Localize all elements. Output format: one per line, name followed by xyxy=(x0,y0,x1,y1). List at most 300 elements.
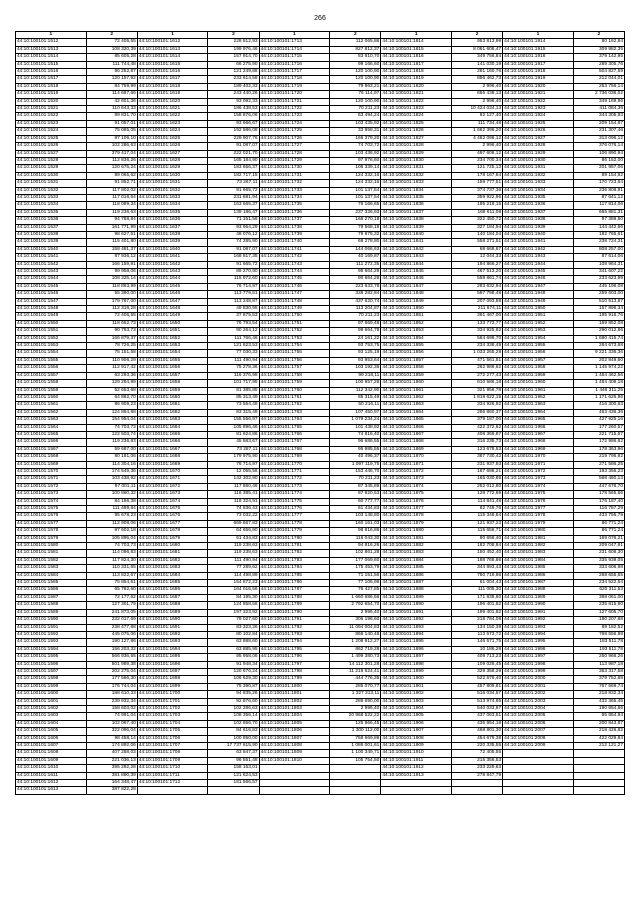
cadastral-number-cell: 44:10:100101:1759 xyxy=(259,380,330,387)
value-cell: 74 991,04 xyxy=(86,713,137,720)
value-cell: 78 726,25 xyxy=(86,343,137,350)
value-cell: 64 656,90 xyxy=(208,528,259,535)
cadastral-number-cell: 44:10:100101:1823 xyxy=(381,106,452,113)
value-cell: 376 076,14 xyxy=(573,143,624,150)
cadastral-number-cell: 44:10:100101:1550 xyxy=(16,320,87,327)
table-row xyxy=(16,683,625,690)
cadastral-number-cell: 44:10:100101:1834 xyxy=(381,187,452,194)
cadastral-number-cell: 44:10:100101:1593 xyxy=(16,639,87,646)
cadastral-number-cell: 44:10:100101:1590 xyxy=(16,617,87,624)
value-cell: 2 996,40 xyxy=(330,705,381,712)
cadastral-number-cell: 44:10:100101:1724 xyxy=(259,120,330,127)
cadastral-number-cell: 44:10:100101:1517 xyxy=(16,76,87,83)
value-cell: 115 972,60 xyxy=(208,276,259,283)
cadastral-number-cell: 44:10:100101:1831 xyxy=(381,165,452,172)
table-row xyxy=(16,387,625,394)
table-header-row xyxy=(16,32,625,39)
cadastral-number-cell: 44:10:100101:1954 xyxy=(503,335,574,342)
cadastral-number-cell: 44:10:100101:1957 xyxy=(503,357,574,364)
value-cell: 103 435,92 xyxy=(330,120,381,127)
cadastral-number-cell: 44:10:100101:1681 xyxy=(137,550,208,557)
cadastral-number-cell: 44:10:100101:1753 xyxy=(259,335,330,342)
cadastral-number-cell: 44:10:100101:1885 xyxy=(381,565,452,572)
cadastral-number-cell: 44:10:100101:1950 xyxy=(503,306,574,313)
value-cell: 114 687,66 xyxy=(86,91,137,98)
cadastral-number-cell: 44:10:100101:1735 xyxy=(259,202,330,209)
cadastral-number-cell: 44:10:100101:1916 xyxy=(503,54,574,61)
value-cell: 157 896,34 xyxy=(573,306,624,313)
cadastral-number-cell: 44:10:100101:1707 xyxy=(137,743,208,750)
cadastral-number-cell: 44:10:100101:1867 xyxy=(381,431,452,438)
value-cell: 91 087,07 xyxy=(208,246,259,253)
cadastral-number-cell: 44:10:100101:1875 xyxy=(381,491,452,498)
cadastral-number-cell: 44:10:100101:1824 xyxy=(381,113,452,120)
value-cell: 215 356,53 xyxy=(451,757,502,764)
cadastral-number-cell: 44:10:100101:1969 xyxy=(503,446,574,453)
cadastral-number-cell: 44:10:100101:1554 xyxy=(16,350,87,357)
value-cell: 322 096,04 xyxy=(86,728,137,735)
value-cell: 158 481,37 xyxy=(86,246,137,253)
table-row xyxy=(16,61,625,68)
value-cell: 338 282,84 xyxy=(330,291,381,298)
table-row xyxy=(16,454,625,461)
cadastral-number-cell: 44:10:100101:1978 xyxy=(503,513,574,520)
value-cell: 156 203,32 xyxy=(86,646,137,653)
value-cell: 408 366,87 xyxy=(451,431,502,438)
cadastral-number-cell: 44:10:100101:1992 xyxy=(503,617,574,624)
value-cell: 99 664,79 xyxy=(330,328,381,335)
value-cell: 74 703,73 xyxy=(86,543,137,550)
value-cell: 108 964,31 xyxy=(573,261,624,268)
value-cell: 112 908,06 xyxy=(86,520,137,527)
value-cell: 669 667,83 xyxy=(208,520,259,527)
value-cell: 81 385,85 xyxy=(208,387,259,394)
cadastral-number-cell xyxy=(503,750,574,757)
cadastral-number-cell: 44:10:100101:1549 xyxy=(16,313,87,320)
value-cell: 211 674,11 xyxy=(451,306,502,313)
value-cell: 158 603,02 xyxy=(86,705,137,712)
column-header: 2 xyxy=(451,32,502,39)
value-cell: 93 753,75 xyxy=(330,343,381,350)
cadastral-number-cell: 44:10:100101:1880 xyxy=(381,528,452,535)
value-cell: 74 703,72 xyxy=(330,143,381,150)
value-cell: 117 016,54 xyxy=(86,194,137,201)
cadastral-number-cell: 44:10:100101:1930 xyxy=(503,157,574,164)
value-cell: 121 623,53 xyxy=(208,343,259,350)
cadastral-number-cell: 44:10:100101:1837 xyxy=(381,209,452,216)
value-cell: 118 089,34 xyxy=(86,202,137,209)
cadastral-number-cell: 44:10:100101:1610 xyxy=(16,765,87,772)
value-cell: 10 424 034,13 xyxy=(451,106,502,113)
cadastral-number-cell: 44:10:100101:1745 xyxy=(259,276,330,283)
value-cell: 212 121,27 xyxy=(573,743,624,750)
cadastral-number-cell: 44:10:100101:1990 xyxy=(503,602,574,609)
value-cell: 141 030,19 xyxy=(451,61,502,68)
table-row xyxy=(16,246,625,253)
cadastral-number-cell: 44:10:100101:1762 xyxy=(259,402,330,409)
cadastral-number-cell: 44:10:100101:1773 xyxy=(259,483,330,490)
value-cell xyxy=(573,765,624,772)
value-cell: 97 976,60 xyxy=(330,157,381,164)
cadastral-number-cell: 44:10:100101:1546 xyxy=(16,291,87,298)
value-cell: 55 390,00 xyxy=(86,291,137,298)
value-cell: 102 861,28 xyxy=(330,550,381,557)
value-cell: 117 860,46 xyxy=(208,483,259,490)
value-cell: 101 717,95 xyxy=(208,380,259,387)
value-cell: 117 824,30 xyxy=(86,557,137,564)
value-cell: 264 673,68 xyxy=(573,343,624,350)
value-cell: 68 278,80 xyxy=(330,239,381,246)
cadastral-number-cell: 44:10:100101:1667 xyxy=(137,446,208,453)
column-header: 1 xyxy=(16,32,87,39)
cadastral-number-cell: 44:10:100101:1966 xyxy=(503,424,574,431)
value-cell: 80 181,06 xyxy=(86,454,137,461)
cadastral-number-cell: 44:10:100101:1900 xyxy=(381,676,452,683)
value-cell: 233 229,63 xyxy=(451,765,502,772)
cadastral-number-cell: 44:10:100101:1719 xyxy=(259,83,330,90)
value-cell: 468 801,30 xyxy=(451,728,502,735)
cadastral-number-cell: 44:10:100101:1568 xyxy=(16,454,87,461)
cadastral-number-cell: 44:10:100101:1817 xyxy=(381,61,452,68)
value-cell: 1 097 119,75 xyxy=(330,461,381,468)
cadastral-number-cell: 44:10:100101:1597 xyxy=(16,668,87,675)
value-cell: 105 896,46 xyxy=(208,424,259,431)
cadastral-number-cell: 44:10:100101:1932 xyxy=(503,172,574,179)
value-cell: 194 866,27 xyxy=(451,261,502,268)
cadastral-number-cell: 44:10:100101:1893 xyxy=(381,624,452,631)
value-cell: 79 863,21 xyxy=(330,83,381,90)
value-cell: 103 148,80 xyxy=(330,513,381,520)
value-cell: 168 611,08 xyxy=(451,209,502,216)
cadastral-number-cell: 44:10:100101:1721 xyxy=(259,98,330,105)
value-cell: 432 365,45 xyxy=(573,698,624,705)
cadastral-number-cell: 44:10:100101:1964 xyxy=(503,409,574,416)
value-cell: 99 166,60 xyxy=(330,61,381,68)
cadastral-number-cell: 44:10:100101:1989 xyxy=(503,594,574,601)
cadastral-number-cell: 44:10:100101:1934 xyxy=(503,187,574,194)
table-row xyxy=(16,276,625,283)
value-cell: 76 427,85 xyxy=(330,587,381,594)
cadastral-number-cell: 44:10:100101:1655 xyxy=(137,357,208,364)
value-cell: 91 087,07 xyxy=(208,143,259,150)
cadastral-number-cell: 44:10:100101:1906 xyxy=(381,720,452,727)
table-row xyxy=(16,520,625,527)
value-cell: 116 376,98 xyxy=(208,372,259,379)
cadastral-number-cell: 44:10:100101:1676 xyxy=(137,513,208,520)
cadastral-number-cell: 44:10:100101:1854 xyxy=(381,335,452,342)
value-cell: 83 315,49 xyxy=(208,409,259,416)
cadastral-number-cell: 44:10:100101:1734 xyxy=(259,194,330,201)
table-row xyxy=(16,668,625,675)
value-cell: 110 643,33 xyxy=(86,106,137,113)
cadastral-number-cell: 44:10:100101:1717 xyxy=(259,69,330,76)
value-cell: 11 094 004,83 xyxy=(330,624,381,631)
value-cell: 97 389,50 xyxy=(573,217,624,224)
cadastral-number-cell: 44:10:100101:1733 xyxy=(259,187,330,194)
cadastral-number-cell: 44:10:100101:1592 xyxy=(16,631,87,638)
column-header: 2 xyxy=(330,32,381,39)
cadastral-number-cell: 44:10:100101:1664 xyxy=(137,424,208,431)
cadastral-number-cell: 44:10:100101:1543 xyxy=(16,269,87,276)
value-cell: 111 766,46 xyxy=(208,335,259,342)
cadastral-number-cell: 44:10:100101:1940 xyxy=(503,231,574,238)
cadastral-number-cell: 44:10:100101:1993 xyxy=(503,624,574,631)
value-cell: 76 714,97 xyxy=(208,461,259,468)
cadastral-number-cell: 44:10:100101:1920 xyxy=(503,83,574,90)
value-cell: 433 755,79 xyxy=(573,513,624,520)
value-cell: 103 192,36 xyxy=(330,365,381,372)
cadastral-number-cell: 44:10:100101:1646 xyxy=(137,291,208,298)
cadastral-number-cell: 44:10:100101:1919 xyxy=(503,76,574,83)
value-cell: 349 756,84 xyxy=(451,54,502,61)
cadastral-number-cell: 44:10:100101:1995 xyxy=(503,639,574,646)
table-row xyxy=(16,261,625,268)
table-row xyxy=(16,498,625,505)
cadastral-number-cell: 44:10:100101:1881 xyxy=(381,535,452,542)
cadastral-number-cell: 44:10:100101:1887 xyxy=(381,580,452,587)
cadastral-number-cell: 44:10:100101:1702 xyxy=(137,705,208,712)
cadastral-number-cell: 44:10:100101:1996 xyxy=(503,646,574,653)
cadastral-number-cell: 44:10:100101:1577 xyxy=(16,520,87,527)
value-cell: 467 513,20 xyxy=(451,269,502,276)
value-cell xyxy=(330,780,381,787)
cadastral-number-cell: 44:10:100101:1936 xyxy=(503,202,574,209)
value-cell: 188 768,86 xyxy=(451,557,502,564)
value-cell: 79 875,32 xyxy=(330,231,381,238)
value-cell: 234 522,54 xyxy=(573,580,624,587)
cadastral-number-cell: 44:10:100101:1600 xyxy=(16,691,87,698)
value-cell: 862 719,28 xyxy=(330,646,381,653)
cadastral-number-cell: 44:10:100101:1636 xyxy=(137,217,208,224)
cadastral-number-cell: 44:10:100101:1722 xyxy=(259,106,330,113)
cadastral-number-cell: 44:10:100101:1991 xyxy=(503,609,574,616)
cadastral-number-cell: 44:10:100101:1828 xyxy=(381,143,452,150)
value-cell: 501 989,38 xyxy=(86,661,137,668)
cadastral-number-cell: 44:10:100101:1766 xyxy=(259,431,330,438)
table-row xyxy=(16,254,625,261)
cadastral-number-cell: 44:10:100101:1675 xyxy=(137,506,208,513)
value-cell: 361 467,00 xyxy=(451,313,502,320)
value-cell: 1 100 349,71 xyxy=(330,750,381,757)
value-cell: 112 342,90 xyxy=(330,387,381,394)
value-cell: 4 462 096,12 xyxy=(451,135,502,142)
value-cell: 2 736 036,02 xyxy=(573,91,624,98)
cadastral-number-cell: 44:10:100101:1871 xyxy=(381,461,452,468)
value-cell: 113 248,87 xyxy=(208,298,259,305)
value-cell: 124 332,16 xyxy=(330,180,381,187)
value-cell: 471 561,51 xyxy=(451,357,502,364)
value-cell: 178 167,84 xyxy=(451,172,502,179)
cadastral-number-cell: 44:10:100101:1748 xyxy=(259,298,330,305)
value-cell: 111 499,84 xyxy=(86,506,137,513)
value-cell: 568 460,13 xyxy=(573,476,624,483)
value-cell: 90 664,29 xyxy=(330,276,381,283)
cadastral-number-cell: 44:10:100101:1842 xyxy=(381,246,452,253)
table-row xyxy=(16,39,625,46)
value-cell: 120 675,24 xyxy=(86,165,137,172)
value-cell: 86 909,23 xyxy=(86,402,137,409)
value-cell: 42 601,36 xyxy=(86,98,137,105)
value-cell: 124 864,88 xyxy=(86,409,137,416)
cadastral-number-cell: 44:10:100101:1708 xyxy=(137,750,208,757)
cadastral-number-cell: 44:10:100101:1788 xyxy=(259,594,330,601)
cadastral-number-cell: 44:10:100101:1561 xyxy=(16,402,87,409)
value-cell: 108 356,14 xyxy=(208,713,259,720)
table-row xyxy=(16,654,625,661)
value-cell: 40 169,87 xyxy=(330,254,381,261)
cadastral-number-cell: 44:10:100101:1684 xyxy=(137,572,208,579)
value-cell: 105 895,04 xyxy=(86,535,137,542)
value-cell: 1 464 462,56 xyxy=(573,372,624,379)
value-cell: 175 453,79 xyxy=(330,565,381,572)
value-cell: 112 836,26 xyxy=(86,157,137,164)
cadastral-number-cell: 44:10:100101:1908 xyxy=(381,735,452,742)
cadastral-number-cell: 44:10:100101:1902 xyxy=(381,691,452,698)
value-cell: 235 815,90 xyxy=(573,602,624,609)
cadastral-number-cell: 44:10:100101:1967 xyxy=(503,431,574,438)
value-cell: 238 477,88 xyxy=(86,624,137,631)
value-cell: 190 207,88 xyxy=(573,617,624,624)
cadastral-number-cell: 44:10:100101:1861 xyxy=(381,387,452,394)
value-cell: 106 339,14 xyxy=(330,165,381,172)
value-cell: 411 084,36 xyxy=(573,106,624,113)
value-cell: 97 669,48 xyxy=(330,320,381,327)
value-cell: 190 654,66 xyxy=(573,705,624,712)
cadastral-number-cell: 44:10:100101:1657 xyxy=(137,372,208,379)
value-cell: 159 777,51 xyxy=(451,180,502,187)
value-cell: 113 204,87 xyxy=(330,306,381,313)
cadastral-number-cell: 44:10:100101:1524 xyxy=(16,128,87,135)
value-cell xyxy=(451,780,502,787)
cadastral-number-cell: 44:10:100101:1783 xyxy=(259,557,330,564)
cadastral-number-cell: 44:10:100101:1917 xyxy=(503,61,574,68)
cadastral-number-cell: 44:10:100101:1840 xyxy=(381,231,452,238)
value-cell: 306 196,60 xyxy=(330,617,381,624)
value-cell: 290 012,86 xyxy=(573,328,624,335)
value-cell: 2 996,40 xyxy=(451,98,502,105)
value-cell: 221 715,57 xyxy=(573,431,624,438)
value-cell: 196 401,82 xyxy=(451,602,502,609)
cadastral-number-cell: 44:10:100101:1987 xyxy=(503,580,574,587)
cadastral-number-cell: 44:10:100101:1844 xyxy=(381,261,452,268)
value-cell: 94 816,26 xyxy=(330,543,381,550)
cadastral-number-cell: 44:10:100101:1633 xyxy=(137,194,208,201)
value-cell: 17 737 615,90 xyxy=(208,743,259,750)
value-cell: 87 345,89 xyxy=(330,483,381,490)
cadastral-number-cell: 44:10:100101:1677 xyxy=(137,520,208,527)
value-cell: 97 001,11 xyxy=(86,483,137,490)
cadastral-number-cell: 44:10:100101:1694 xyxy=(137,646,208,653)
table-row xyxy=(16,624,625,631)
value-cell: 50 216,11 xyxy=(330,402,381,409)
value-cell: 457 809,81 xyxy=(451,683,502,690)
cadastral-number-cell: 44:10:100101:1846 xyxy=(381,276,452,283)
value-cell: 91 948,34 xyxy=(208,661,259,668)
cadastral-number-cell: 44:10:100101:1605 xyxy=(16,728,87,735)
cadastral-number-cell: 44:10:100101:1741 xyxy=(259,246,330,253)
value-cell: 387 730,42 xyxy=(451,454,502,461)
cadastral-number-cell: 44:10:100101:1628 xyxy=(137,157,208,164)
cadastral-number-cell: 44:10:100101:1662 xyxy=(137,409,208,416)
table-row xyxy=(16,157,625,164)
table-row xyxy=(16,513,625,520)
value-cell: 121 725,13 xyxy=(451,165,502,172)
value-cell: 237 336,93 xyxy=(330,209,381,216)
cadastral-number-cell: 44:10:100101:1822 xyxy=(381,98,452,105)
value-cell: 65 782,60 xyxy=(86,587,137,594)
value-cell: 110 906,29 xyxy=(86,357,137,364)
cadastral-number-cell: 44:10:100101:1553 xyxy=(16,343,87,350)
cadastral-number-cell: 44:10:100101:1955 xyxy=(503,343,574,350)
cadastral-number-cell: 44:10:100101:1703 xyxy=(137,713,208,720)
cadastral-number-cell: 44:10:100101:1744 xyxy=(259,269,330,276)
value-cell: 344 305,93 xyxy=(573,113,624,120)
value-cell: 61 004,43 xyxy=(451,580,502,587)
cadastral-number-cell: 44:10:100101:1714 xyxy=(259,46,330,53)
value-cell: 1 145 974,22 xyxy=(573,365,624,372)
table-row xyxy=(16,676,625,683)
cadastral-number-cell: 44:10:100101:1613 xyxy=(16,787,87,794)
cadastral-number-cell xyxy=(259,787,330,794)
value-cell: 166 379,20 xyxy=(330,135,381,142)
value-cell: 72 405,55 xyxy=(86,39,137,46)
cadastral-number-cell: 44:10:100101:1686 xyxy=(137,587,208,594)
table-row xyxy=(16,468,625,475)
cadastral-number-cell: 44:10:100101:2008 xyxy=(503,735,574,742)
cadastral-number-cell: 44:10:100101:1757 xyxy=(259,365,330,372)
cadastral-number-cell: 44:10:100101:1833 xyxy=(381,180,452,187)
value-cell: 115 656,71 xyxy=(451,528,502,535)
cadastral-number-cell: 44:10:100101:1606 xyxy=(16,735,87,742)
value-cell: 114 498,89 xyxy=(208,572,259,579)
value-cell: 103 438,92 xyxy=(86,476,137,483)
cadastral-number-cell: 44:10:100101:1988 xyxy=(503,587,574,594)
value-cell: 9 221 336,36 xyxy=(573,350,624,357)
table-row xyxy=(16,757,625,764)
cadastral-number-cell: 44:10:100101:1779 xyxy=(259,528,330,535)
table-row xyxy=(16,439,625,446)
value-cell: 335 939,05 xyxy=(573,557,624,564)
value-cell: 70 211,23 xyxy=(330,313,381,320)
value-cell: 195 218,15 xyxy=(451,202,502,209)
cadastral-number-cell: 44:10:100101:1742 xyxy=(259,254,330,261)
value-cell: 33 958,31 xyxy=(330,128,381,135)
cadastral-number-cell: 44:10:100101:1693 xyxy=(137,639,208,646)
cadastral-number-cell: 44:10:100101:1695 xyxy=(137,654,208,661)
cadastral-number-cell: 44:10:100101:1961 xyxy=(503,387,574,394)
cadastral-number-cell: 44:10:100101:1798 xyxy=(259,668,330,675)
value-cell: 1 327 313,11 xyxy=(330,691,381,698)
value-cell: 231 608,30 xyxy=(573,550,624,557)
value-cell: 199 401,82 xyxy=(451,609,502,616)
value-cell: 808 257,00 xyxy=(573,246,624,253)
cadastral-number-cell: 44:10:100101:1787 xyxy=(259,587,330,594)
value-cell: 146 571,75 xyxy=(451,639,502,646)
cadastral-number-cell: 44:10:100101:1640 xyxy=(137,246,208,253)
value-cell: 1 446 311,25 xyxy=(573,387,624,394)
cadastral-number-cell: 44:10:100101:1819 xyxy=(381,76,452,83)
cadastral-number-cell: 44:10:100101:1794 xyxy=(259,639,330,646)
value-cell: 78 027,60 xyxy=(208,617,259,624)
value-cell: 89 154,92 xyxy=(573,172,624,179)
value-cell: 427 925,16 xyxy=(573,417,624,424)
cadastral-number-cell: 44:10:100101:1580 xyxy=(16,543,87,550)
table-row xyxy=(16,661,625,668)
table-row xyxy=(16,83,625,90)
value-cell: 1 300 112,00 xyxy=(330,728,381,735)
cadastral-number-cell: 44:10:100101:1571 xyxy=(16,476,87,483)
cadastral-number-cell: 44:10:100101:1625 xyxy=(137,135,208,142)
